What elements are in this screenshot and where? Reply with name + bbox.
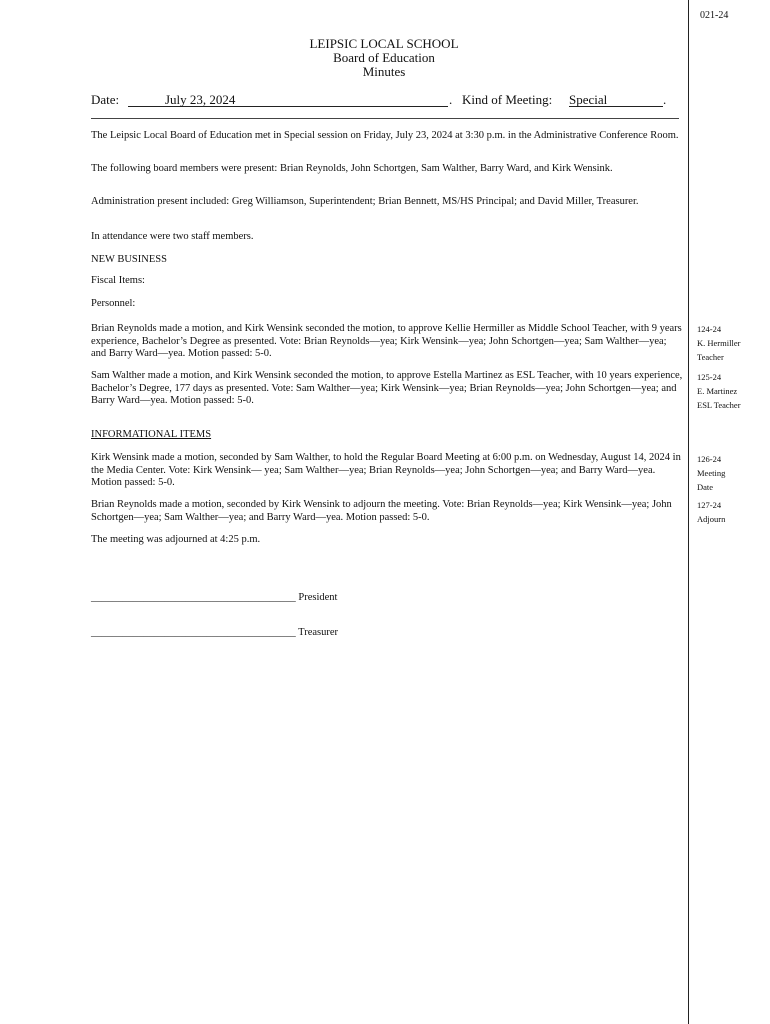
motion-martinez: Sam Walther made a motion, and Kirk Wensink seconded the motion, to approve Estella Martinez as ESL Teacher, with 10 years experience, Bachelor’s Degree, 177 days as presented. Vote: Sam Walther—yea; Kirk Wensink—yea; Brian Reynolds—yea; John Schortgen—yea; and Barry Ward—yea. Motion passed: 5-0. <box>91 370 683 406</box>
motion-meeting-date: Kirk Wensink made a motion, seconded by Sam Walther, to hold the Regular Board Meeting at 6:00 p.m. on Wednesday, August 14, 2024 in the Media Center. Vote: Kirk Wensink— yea; Sam Walther—yea; Brian Reynolds—yea; John Schortgen—yea; and Barry Ward—yea. Motion passed: 5-0. <box>91 452 681 488</box>
administration-paragraph: Administration present included: Greg Williamson, Superintendent; Brian Bennett, MS/HS Principal; and David Miller, Treasurer. <box>91 196 639 207</box>
margin-note-number: 126-24 <box>697 454 722 464</box>
kind-label: Kind of Meeting: <box>462 92 553 107</box>
attendance-paragraph: In attendance were two staff members. <box>91 231 254 242</box>
school-name: LEIPSIC LOCAL SCHOOL <box>309 36 459 51</box>
page-number: 021-24 <box>700 10 729 21</box>
motion-adjourn: Brian Reynolds made a motion, seconded by Kirk Wensink to adjourn the meeting. Vote: Brian Reynolds—yea; Kirk Wensink—yea; John Schortgen—yea; Sam Walther—yea; and Barry Ward—yea. Motion passed: 5-0. <box>91 499 672 523</box>
document-type: Minutes <box>362 64 406 79</box>
margin-note-line: E. Martinez <box>697 386 738 396</box>
margin-note-number: 125-24 <box>697 372 722 382</box>
margin-note-line: Teacher <box>697 352 724 362</box>
adjourned-statement: The meeting was adjourned at 4:25 p.m. <box>91 534 261 545</box>
date-label: Date: <box>91 92 120 107</box>
margin-note-line: Adjourn <box>697 514 726 524</box>
document-header <box>0 37 768 79</box>
margin-note-124 <box>697 322 767 364</box>
motion-hermiller: Brian Reynolds made a motion, and Kirk Wensink seconded the motion, to approve Kellie Hermiller as Middle School Teacher, with 9 years experience, Bachelor’s Degree as presented. Vote: Brian Reynolds—yea; Kirk Wensink—yea; John Schortgen—yea; Sam Walther—yea; and Barry Ward—yea. Motion passed: 5-0. <box>91 323 682 359</box>
informational-items-heading: INFORMATIONAL ITEMS <box>91 429 212 440</box>
date-value: July 23, 2024 <box>165 92 236 107</box>
board-name: Board of Education <box>333 50 435 65</box>
margin-note-line: ESL Teacher <box>697 400 741 410</box>
margin-note-line: K. Hermiller <box>697 338 741 348</box>
personnel-heading: Personnel: <box>91 298 136 309</box>
margin-note-127 <box>697 498 767 526</box>
margin-note-number: 127-24 <box>697 500 722 510</box>
president-signature-line: _______________________________________ President <box>91 592 338 603</box>
margin-note-126 <box>697 452 767 494</box>
margin-note-number: 124-24 <box>697 324 722 334</box>
margin-note-line: Date <box>697 482 714 492</box>
margin-note-125 <box>697 370 767 412</box>
margin-divider <box>688 0 689 1024</box>
members-paragraph: The following board members were present: Brian Reynolds, John Schortgen, Sam Walther, Barry Ward, and Kirk Wensink. <box>91 163 613 174</box>
intro-paragraph: The Leipsic Local Board of Education met in Special session on Friday, July 23, 2024 at 3:30 p.m. in the Administrative Conference Room. <box>91 130 679 141</box>
kind-value: Special <box>569 92 608 107</box>
fiscal-items-heading: Fiscal Items: <box>91 275 145 286</box>
new-business-heading: NEW BUSINESS <box>91 254 167 265</box>
margin-note-line: Meeting <box>697 468 726 478</box>
header-rule <box>91 118 679 119</box>
treasurer-signature-line: _______________________________________ Treasurer <box>91 627 339 638</box>
